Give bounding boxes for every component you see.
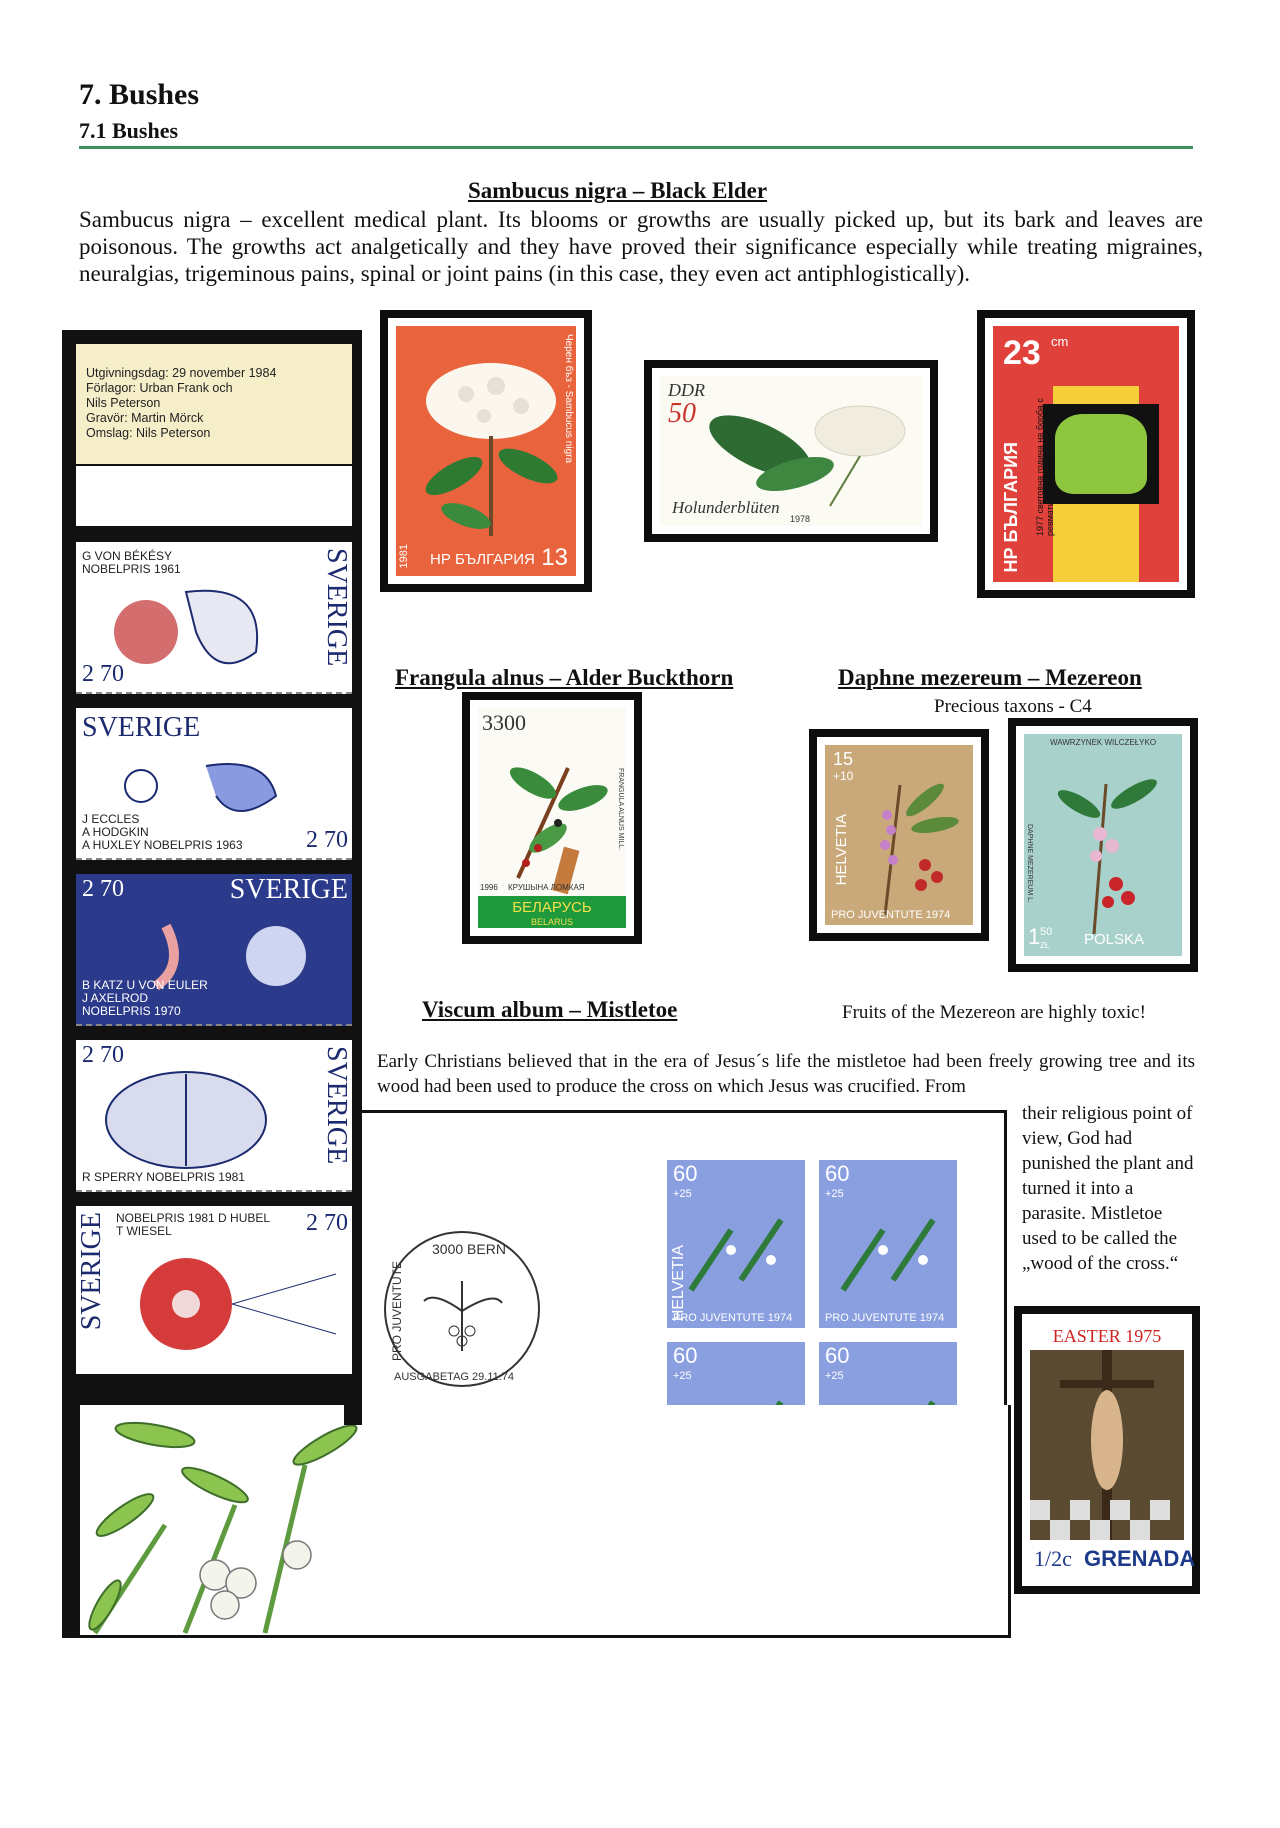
- stamp-value: 1/2c: [1034, 1546, 1072, 1571]
- stamp-species: FRANGULA ALNUS MILL.: [617, 768, 624, 851]
- stamp-bulgaria-elder: [388, 318, 584, 584]
- sambucus-title: Sambucus nigra – Black Elder: [468, 178, 768, 203]
- stamp-year: 1996: [480, 883, 498, 892]
- stamp-caption: PRO JUVENTUTE 1974: [831, 909, 951, 921]
- pane-country: SVERIGE: [321, 1046, 352, 1165]
- stamp-country-latin: BELARUS: [530, 917, 574, 927]
- stamp-country: POLSKA: [1084, 931, 1145, 948]
- stamp-belarus-buckthorn: [470, 700, 634, 936]
- cover-lower-area: [62, 1405, 1011, 1638]
- stamp-unit: ZŁ: [1040, 941, 1050, 950]
- booklet-edge-left: [62, 1405, 80, 1635]
- stamp-caption: 1977 световна година на борба с ревматичните болести: [1035, 398, 1055, 536]
- stamp-value: 60 +25: [673, 1161, 698, 1200]
- stamp-country-vertical: HELVETIA: [670, 1245, 687, 1322]
- daphne-title: Daphne mezereum – Mezereon: [838, 665, 1142, 690]
- stamp-country: DDR: [668, 380, 705, 400]
- page-subtitle: 7.1 Bushes: [79, 118, 179, 143]
- stamp-grenada-easter: [1022, 1314, 1196, 1586]
- pane-country: SVERIGE: [82, 712, 201, 743]
- booklet-cover-line: Förlagor: Urban Frank och: [86, 381, 233, 395]
- stamp-value: 23: [1003, 334, 1041, 372]
- buckthorn-illustration: [478, 728, 626, 908]
- daphne-warning: Fruits of the Mezereon are highly toxic!: [842, 1002, 1146, 1023]
- stamp-caption: PRO JUVENTUTE 1974: [825, 1312, 945, 1324]
- sambucus-text: Sambucus nigra – excellent medical plant. Its blooms or growths are usually picked up, but its bark and leaves are poisonous. The growths act analgetically and they have proved their significance especially while treating migraines, neuralgias, trigeminous pains, spinal or joint pains (in this case, they even act antiphlogistically).: [79, 207, 1203, 286]
- stamp-year: 1978: [790, 514, 811, 524]
- pane-value: 2 70: [82, 1042, 124, 1068]
- booklet-cover-line: Gravör: Martin Mörck: [86, 411, 204, 425]
- booklet-cover: [76, 344, 352, 464]
- viscum-text-side: their religious point of view, God had punished the plant and turned it into a parasite. Mistletoe used to be called the „wood of the cross.“: [1022, 1103, 1194, 1274]
- daphne-note: Precious taxons - C4: [934, 696, 1092, 717]
- booklet-pane-hubel: [76, 1206, 352, 1374]
- postmark-left: PRO JUVENTUTE: [390, 1261, 404, 1362]
- stamp-caption: КРУШЫНА ЛОМКАЯ: [508, 883, 585, 892]
- stamp-mistletoe: [814, 1155, 962, 1333]
- postmark: [384, 1231, 540, 1387]
- stamp-caption: WAWRZYNEK WILCZEŁYKO: [1049, 738, 1157, 747]
- stamp-surcharge: +10: [833, 769, 854, 783]
- stamp-country: GRENADA: [1084, 1546, 1196, 1571]
- booklet-cover-line: Nils Peterson: [86, 396, 161, 410]
- mistletoe-illustration: [671, 1190, 809, 1310]
- viscum-title: Viscum album – Mistletoe: [422, 997, 678, 1022]
- stamp-caption: PRO JUVENTUTE 1974: [673, 1312, 793, 1324]
- stamp-caption: Черен бъз - Sambucus nigra: [563, 334, 574, 464]
- stamp-bulgaria-rheumatism: [985, 318, 1187, 590]
- page-title: 7. Bushes: [79, 78, 200, 111]
- stamp-unit: cm: [1051, 334, 1069, 349]
- crucifixion-painting: [1030, 1350, 1184, 1540]
- stamp-value: 13: [541, 544, 568, 571]
- mezereon-illustration: [1024, 734, 1182, 954]
- stamp-value: 3300: [482, 710, 526, 735]
- header-divider: [79, 146, 1193, 149]
- pane-value: 2 70: [306, 1210, 348, 1236]
- postmark-top: 3000 BERN: [432, 1241, 506, 1257]
- stamp-value: 50: [668, 398, 696, 429]
- mistletoe-illustration: [823, 1190, 961, 1310]
- stamp-year: 1981: [398, 543, 410, 568]
- stamp-value: 60 +25: [673, 1343, 698, 1382]
- pane-caption: J ECCLES A HODGKIN A HUXLEY NOBELPRIS 1963: [82, 812, 243, 852]
- booklet-blank-strip: [76, 466, 352, 526]
- booklet-cover-line: Omslag: Nils Peterson: [86, 426, 211, 440]
- stamp-country: HELVETIA: [833, 813, 850, 885]
- pane-country: SVERIGE: [321, 548, 352, 667]
- stamp-value-sup: 50: [1040, 926, 1053, 938]
- pane-caption: G VON BÉKÉSY NOBELPRIS 1961: [82, 549, 181, 576]
- stamp-value: 60 +25: [825, 1343, 850, 1382]
- stamp-caption: Holunderblüten: [672, 498, 780, 517]
- mistletoe-drawing: [65, 1405, 365, 1633]
- booklet-pane-katz: [76, 874, 352, 1026]
- frangula-title: Frangula alnus – Alder Buckthorn: [395, 665, 734, 690]
- pane-value: 2 70: [306, 827, 348, 853]
- stamp-country: НР БЪЛГАРИЯ: [1001, 441, 1021, 572]
- pane-caption: B KATZ U VON EULER J AXELROD NOBELPRIS 1970: [82, 978, 208, 1018]
- stamp-country: БЕЛАРУСЬ: [512, 899, 592, 916]
- booklet-pane-bekesy: [76, 542, 352, 694]
- booklet-edge-right: [344, 1405, 362, 1425]
- elder-flower-illustration: [396, 326, 576, 576]
- stamp-poland-daphne: [1016, 726, 1190, 964]
- stamp-value: 60 +25: [825, 1161, 850, 1200]
- stamp-country: НР БЪЛГАРИЯ: [430, 551, 535, 568]
- pane-country: SVERIGE: [76, 1212, 107, 1331]
- stamp-value: 1: [1028, 924, 1041, 949]
- booklet-pane-sperry: [76, 1040, 352, 1192]
- stamp-species: DAPHNE MEZEREUM L.: [1026, 824, 1033, 903]
- brain-illustration: [96, 1060, 296, 1170]
- ear-illustration: [96, 572, 296, 692]
- booklet-pane-eccles: [76, 708, 352, 860]
- stamp-helvetia-daphne: [817, 737, 981, 933]
- pane-caption: NOBELPRIS 1981 D HUBEL T WIESEL: [116, 1211, 271, 1238]
- sweden-booklet: [62, 330, 362, 1405]
- viscum-text-top: Early Christians believed that in the era of Jesus´s life the mistletoe had been freely growing tree and its wood had been used to produce the cross on which Jesus was crucified. From: [377, 1051, 1195, 1097]
- stamp-title: EASTER 1975: [1052, 1326, 1162, 1346]
- eye-illustration: [116, 1244, 346, 1364]
- first-day-cover: [362, 1110, 1007, 1432]
- pane-value: 2 70: [82, 876, 124, 902]
- stamp-ddr-elder: [652, 368, 930, 534]
- pane-country: SVERIGE: [229, 874, 348, 905]
- stamp-value: 15: [833, 749, 854, 769]
- postmark-bottom: AUSGABETAG 29.11.74: [394, 1371, 515, 1383]
- pane-caption: R SPERRY NOBELPRIS 1981: [82, 1170, 245, 1184]
- booklet-cover-line: Utgivningsdag: 29 november 1984: [86, 366, 277, 380]
- pane-value: 2 70: [82, 661, 124, 687]
